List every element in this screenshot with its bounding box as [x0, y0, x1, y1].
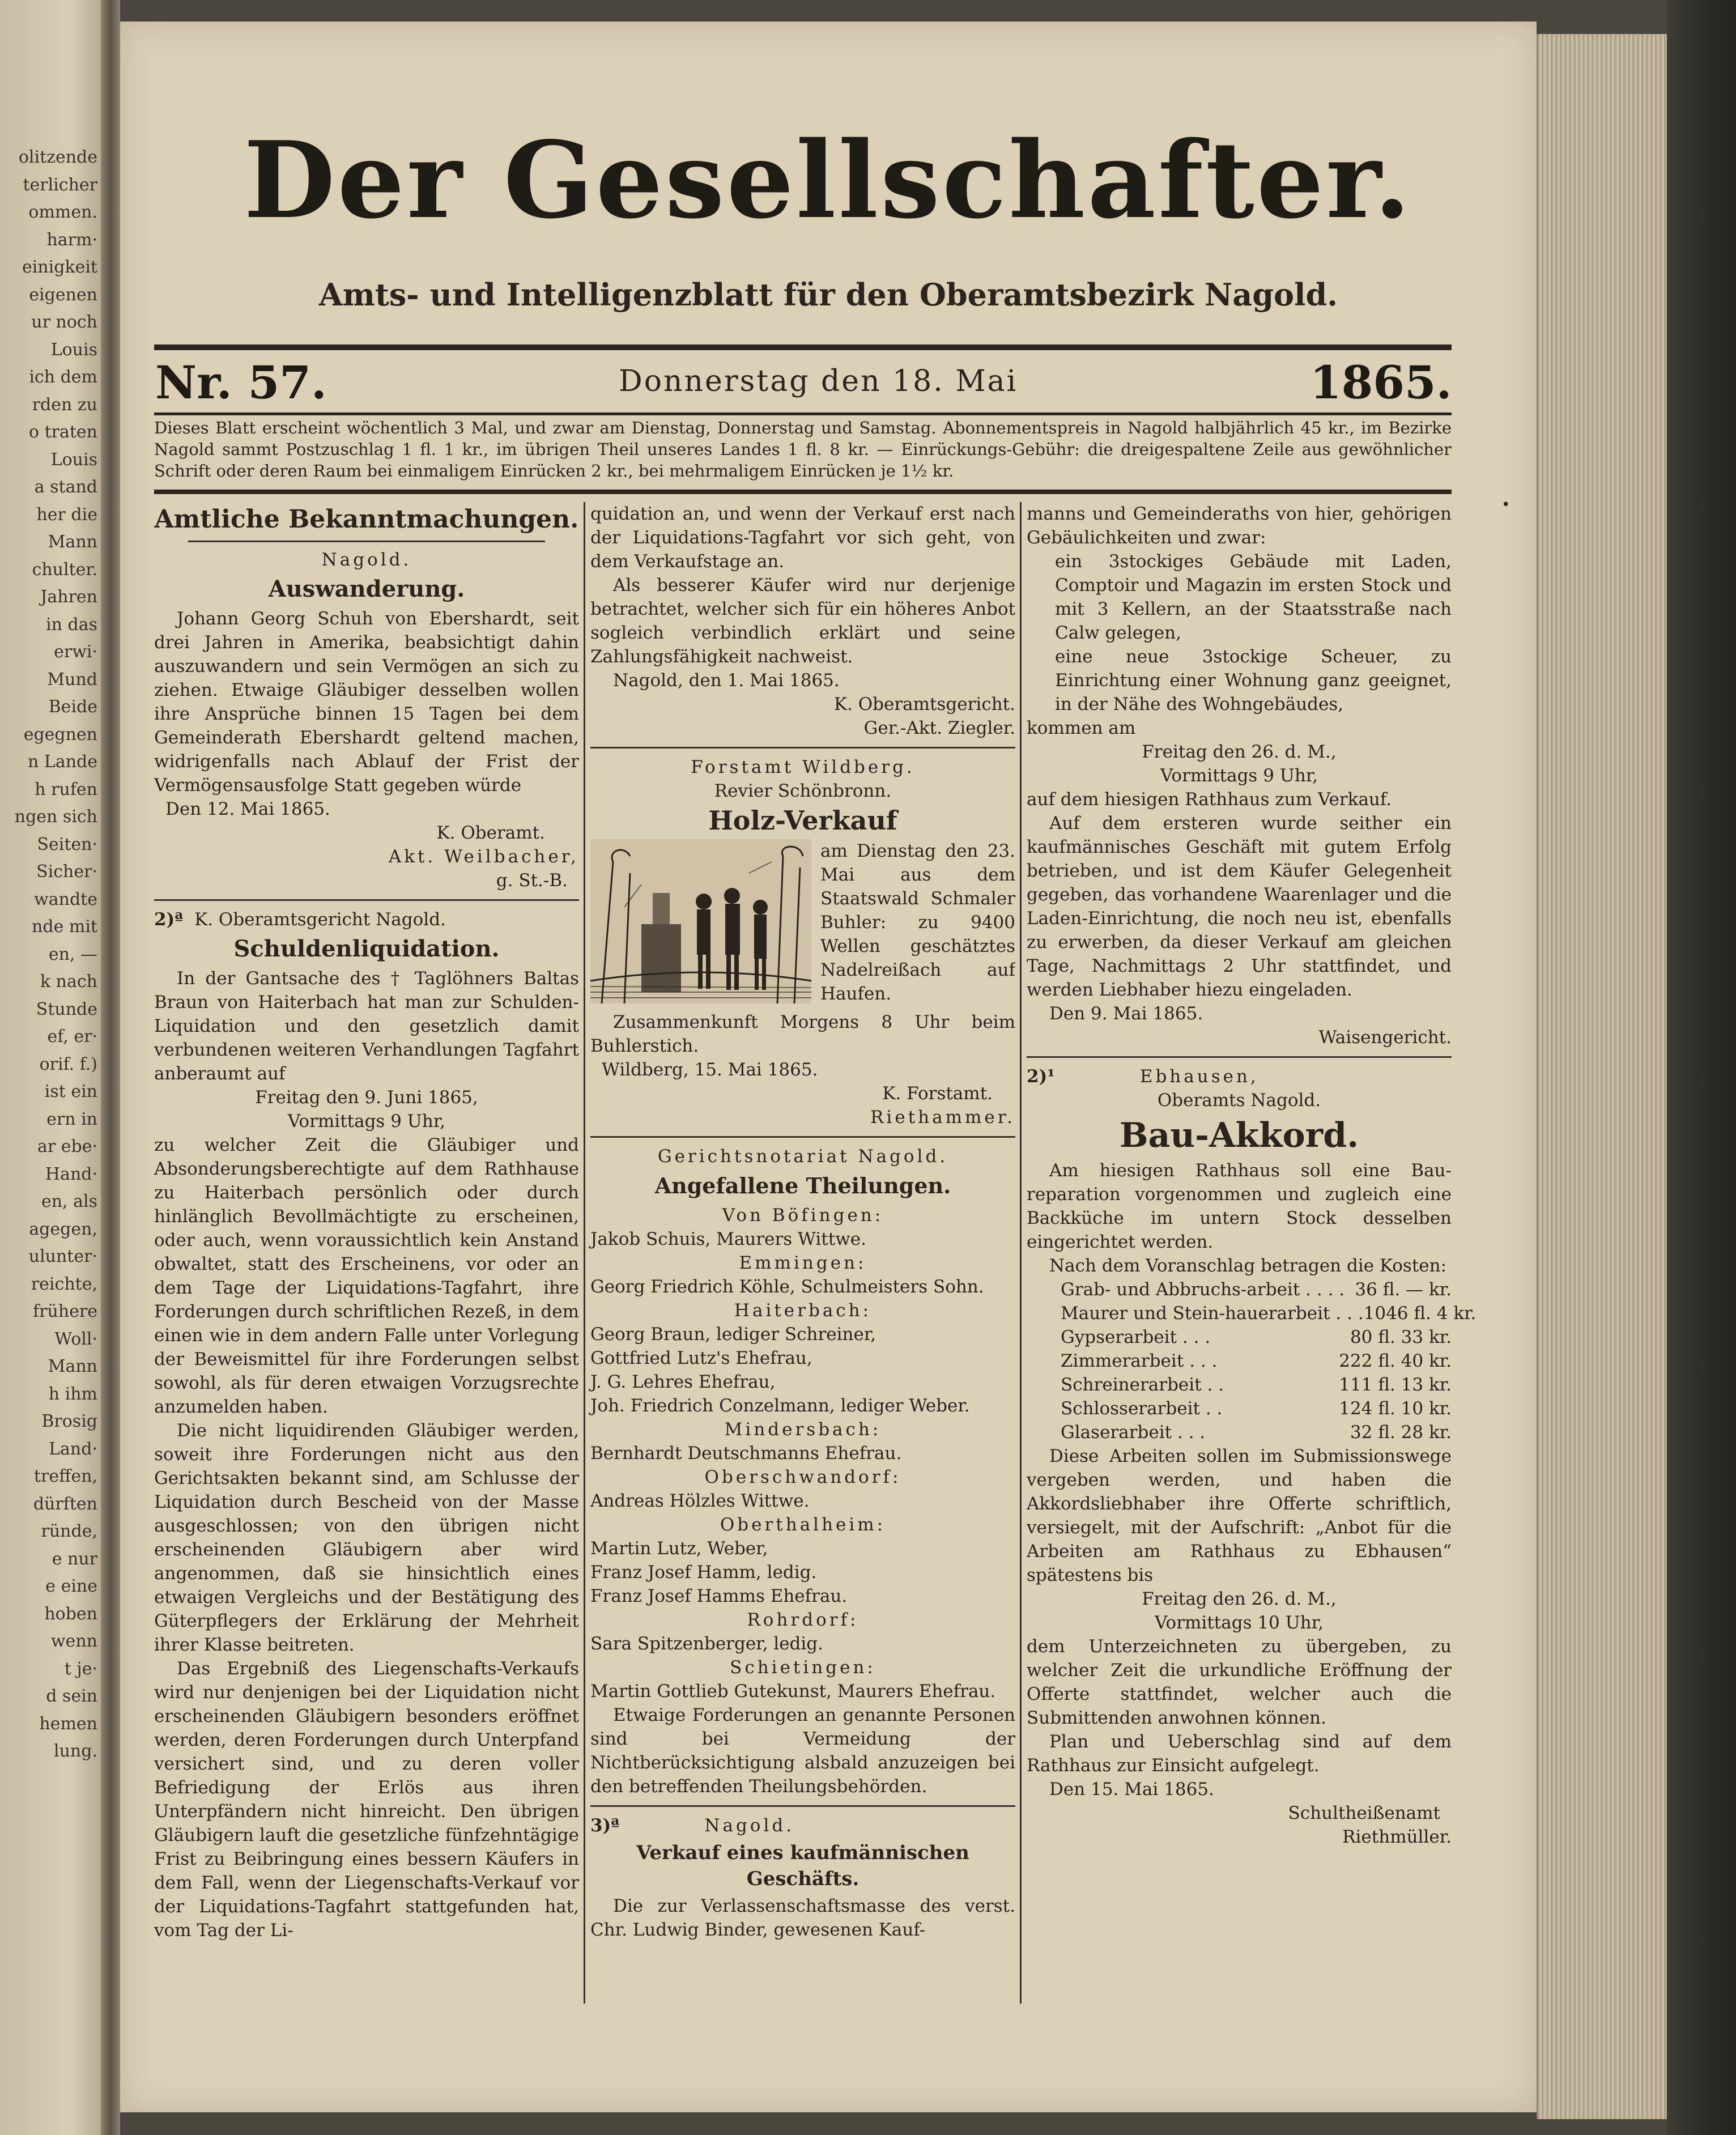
left-page-fragment [0, 0, 101, 2135]
left-page-text-fragment: ich dem [29, 367, 97, 387]
masthead-rule-top [154, 345, 1452, 350]
issue-year: 1865. [1310, 356, 1452, 409]
property-item: ein 3stockiges Gebäude mit Laden, Comptoir und Magazin im ersten Stock und mit 3 Kellern, an der Staatsstraße nach Calw gelegen, [1055, 551, 1452, 643]
notice-text: kommen am [1027, 718, 1136, 738]
masthead-rule-mid [154, 412, 1452, 415]
left-page-text-fragment: ar ebe· [37, 1137, 97, 1156]
corner-mark: • [1501, 496, 1511, 513]
column-rule [584, 502, 585, 2004]
notice-business-sale [590, 1814, 1015, 1942]
left-page-text-fragment: ngen sich [14, 807, 97, 827]
notice-dateline: Den 15. Mai 1865. [1049, 1779, 1214, 1800]
column-rule [1020, 502, 1022, 2004]
notice-construction-contract [1027, 1065, 1477, 1849]
left-page-text-fragment: agegen, [29, 1219, 97, 1239]
left-page-text-fragment: o traten [28, 422, 97, 442]
inheritance-entry: Sara Spitzenberger, ledig. [590, 1634, 824, 1654]
left-page-text-fragment: ulunter· [28, 1247, 97, 1266]
left-page-text-fragment: h rufen [35, 779, 97, 799]
left-page-text-fragment: wandte [34, 889, 97, 909]
notice-authority: Gerichtsnotariat Nagold. [657, 1146, 948, 1167]
inheritance-entry: Martin Gottlieb Gutekunst, Maurers Ehefrau. [590, 1681, 996, 1702]
notice-text: zu welcher Zeit die Gläubiger und Absonderungsberechtigte auf dem Rathhause zu Haiterbach persönlich oder durch hinlänglich Bevollmächtigte zu erscheinen, oder auch, wenn voraussichtlich kein Anstand obwaltet, statt des Erscheinens, vor oder an dem Tage der Liquidations-Tagfahrt, ihre Forderungen durch schriftlichen Rezeß, in dem einen wie in dem andern Falle unter Vorlegung der Beweismittel für ihre Forderungen selbst sowohl, als für deren etwaigen Vorzugsrechte anzumelden haben. [154, 1135, 579, 1417]
inheritance-entry: Joh. Friedrich Conzelmann, lediger Weber. [590, 1396, 970, 1416]
cost-row [1027, 1349, 1452, 1373]
left-page-text-fragment: Beide [48, 697, 97, 717]
cost-amount: 222 fl. 40 kr. [1339, 1351, 1452, 1371]
newspaper-page [120, 22, 1537, 2112]
cost-item: Maurer und Stein-hauerarbeit . . . [1061, 1303, 1364, 1324]
cost-item: Grab- und Abbruchs-arbeit . . . . [1061, 1279, 1345, 1300]
notice-text: Als besserer Käufer wird nur derjenige betrachtet, welcher sich für ein höheres Anbot sogleich verbindlich erklärt und seine Zahlungsfähigkeit nachweist. [590, 575, 1015, 667]
notice-text: am Dienstag den 23. Mai aus dem Staatswald Schmaler Buhler: zu 9400 Wellen geschätztes Nadelreißach auf Haufen. [820, 841, 1015, 1004]
cost-item: Schlosserarbeit . . [1061, 1398, 1223, 1419]
left-page-text-fragment: harm· [46, 229, 97, 250]
notice-mark: 2)¹ [1027, 1066, 1055, 1087]
book-cover [1667, 0, 1736, 2135]
notice-text: Etwaige Forderungen an genannte Personen sind bei Vermeidung der Nichtberücksichtigung alsbald anzuzeigen bei den betreffenden Theilungsbehörden. [590, 1705, 1015, 1797]
cost-row [1027, 1278, 1452, 1302]
inheritance-entry: Andreas Hölzles Wittwe. [590, 1491, 810, 1511]
notice-text: Die nicht liquidirenden Gläubiger werden, soweit ihre Forderungen nicht aus den Gerichtsakten bekannt sind, am Schlusse der Liquidation durch Bescheid von der Masse ausgeschlossen; von den übrigen nicht erscheinenden Gläubigern aber wird angenommen, daß sie hinsichtlich eines etwaigen Vergleichs und der Bestätigung des Güterpflegers der Erklärung der Mehrheit ihrer Klasse beitreten. [154, 1421, 579, 1655]
notice-authority: K. Oberamtsgericht Nagold. [194, 909, 446, 930]
notice-place: Nagold. [704, 1815, 795, 1836]
notice-emigration [154, 548, 579, 892]
cost-table [1027, 1278, 1477, 1444]
left-page-text-fragment: d sein [46, 1686, 97, 1706]
inheritance-entry: J. G. Lehres Ehefrau, [590, 1372, 776, 1392]
woodcut-block [590, 839, 1015, 1007]
notice-place: Ebhausen, [1139, 1066, 1259, 1087]
notice-wood-sale [590, 755, 1015, 1129]
property-item: eine neue 3stockige Scheuer, zu Einrichtung einer Wohnung ganz geeignet, in der Nähe des Wohngebäudes, [1055, 647, 1452, 714]
notice-text: dem Unterzeichneten zu übergeben, zu welcher Zeit die urkundliche Eröffnung der Offerte stattfindet, welcher auch die Submittenden anwohnen können. [1027, 1636, 1452, 1728]
cost-amount: 1046 fl. 4 kr. [1363, 1303, 1477, 1324]
left-page-text-fragment: treffen, [33, 1466, 97, 1486]
left-page-text-fragment: rden zu [32, 394, 97, 415]
cost-row [1027, 1325, 1452, 1349]
left-page-text-fragment: Woll· [54, 1329, 97, 1349]
notice-signature: g. St.-B. [496, 870, 568, 891]
notice-signature: Riethmüller. [1342, 1827, 1452, 1847]
inheritance-entry: Gottfried Lutz's Ehefrau, [590, 1348, 812, 1368]
notice-signature: Ger.-Akt. Ziegler. [863, 718, 1015, 738]
left-page-text-fragment: chulter. [32, 559, 97, 580]
inheritance-entry: Georg Braun, lediger Schreiner, [590, 1324, 876, 1345]
left-page-text-fragment: ründe, [41, 1521, 97, 1541]
inheritance-place: Von Böfingen: [722, 1205, 884, 1226]
cost-row [1027, 1421, 1452, 1444]
left-page-text-fragment: k nach [40, 972, 97, 992]
notice-text: Johann Georg Schuh von Ebershardt, seit drei Jahren in Amerika, beabsichtigt dahin auszuwandern und sein Vermögen an sich zu ziehen. Etwaige Gläubiger desselben wollen ihre Ansprüche binnen 15 Tagen bei dem Gemeinderath Ebershardt geltend machen, widrigenfalls nach Ablauf der Frist der Vermögensausfolge Statt gegeben würde [154, 609, 579, 796]
notice-place: Nagold. [321, 550, 412, 570]
notice-date: Freitag den 9. Juni 1865, [255, 1087, 478, 1108]
inheritance-entry: Franz Josef Hamm, ledig. [590, 1562, 817, 1583]
left-page-text-fragment: ern in [46, 1109, 97, 1129]
page-edges [1537, 34, 1669, 2119]
left-page-text-fragment: hoben [44, 1604, 97, 1624]
cost-row [1027, 1397, 1452, 1421]
notice-signature: Schultheißenamt [1288, 1803, 1440, 1823]
left-page-text-fragment: Sicher· [36, 862, 97, 882]
left-page-text-fragment: h ihm [48, 1384, 97, 1404]
left-page-text-fragment: Louis [50, 339, 97, 360]
notice-heading: Auswanderung. [268, 576, 465, 602]
inheritance-entry: Bernhardt Deutschmanns Ehefrau. [590, 1443, 902, 1464]
left-page-text-fragment: eigenen [29, 284, 97, 305]
notice-heading: Bau-Akkord. [1119, 1116, 1359, 1155]
subscription-terms: Dieses Blatt erscheint wöchentlich 3 Mal, und zwar am Dienstag, Donnerstag und Samstag. Abonnementspreis in Nagold halbjährlich 45 kr., im Bezirke Nagold sammt Postzuschlag 1 fl. 1 kr., im übrigen Theil unseres Landes 1 fl. 8 kr. — Einrückungs-Gebühr: die dreigespaltene Zeile aus gewöhnlicher Schrift oder deren Raum bei einmaligem Einrücken 2 kr., bei mehrmaligem Einrücken je 1½ kr. [154, 418, 1452, 480]
left-page-text-fragment: hemen [39, 1713, 97, 1734]
column-2 [590, 502, 1015, 1942]
notice-dateline: Den 9. Mai 1865. [1049, 1003, 1203, 1024]
notice-time: Vormittags 10 Uhr, [1155, 1613, 1324, 1633]
notice-heading: Holz-Verkauf [708, 805, 897, 836]
notice-business-sale-continued [1027, 502, 1452, 1049]
left-page-text-fragment: terlicher [23, 175, 97, 195]
notice-text: Das Ergebniß des Liegenschafts-Verkaufs wird nur denjenigen bei der Liquidation nicht erscheinenden Gläubigern besonders eröffnet werden, deren Forderungen durch Unterpfand versichert sind, und zu deren voller Befriedigung der Erlös aus ihren Unterpfändern nicht hinreicht. Den übrigen Gläubigern lauft die gesetzliche fünfzehntägige Frist zu Beibringung eines bessern Käufers in dem Fall, wenn der Liegenschafts-Verkauf vor der Liquidations-Tagfahrt stattgefunden hat, vom Tag der Li- [154, 1658, 579, 1941]
divider [590, 747, 1015, 748]
left-page-text-fragment: in das [46, 614, 97, 635]
divider [1027, 1056, 1452, 1058]
cost-amount: 80 fl. 33 kr. [1350, 1327, 1452, 1347]
divider [188, 541, 545, 542]
notice-text: Die zur Verlassenschaftsmasse des verst. Chr. Ludwig Binder, gewesenen Kauf- [590, 1896, 1015, 1940]
notice-signature: K. Oberamt. [436, 823, 545, 843]
notice-text: quidation an, und wenn der Verkauf erst nach der Liquidations-Tagfahrt vor sich geht, von dem Verkaufstage an. [590, 504, 1015, 572]
issue-number: Nr. 57. [155, 356, 327, 409]
notice-text: Diese Arbeiten sollen im Submissionswege vergeben werden, und haben die Akkordsliebhaber ihre Offerte schriftlich, versiegelt, mit der Aufschrift: „Anbot für die Arbeiten am Rathhaus zu Ebhausen“ spätestens bis [1027, 1446, 1452, 1585]
left-page-text-fragment: Stunde [36, 999, 97, 1019]
column-3 [1027, 502, 1477, 1849]
newspaper-title: Der Gesellschafter. [244, 118, 1413, 242]
notice-heading: Verkauf eines kaufmännischen Geschäfts. [636, 1841, 969, 1890]
notice-time: Vormittags 9 Uhr, [287, 1111, 446, 1132]
inheritance-place: Emmingen: [739, 1253, 867, 1273]
left-page-text-fragment: lung. [54, 1741, 97, 1761]
inheritance-place: Schietingen: [730, 1657, 876, 1678]
notice-text: Am hiesigen Rathhaus soll eine Bau-reparation vorgenommen und zugleich eine Backküche im untern Stock desselben eingerichtet werden. [1027, 1160, 1452, 1252]
cost-amount: 111 fl. 13 kr. [1339, 1375, 1452, 1395]
notice-authority: Forstamt Wildberg. [691, 757, 915, 777]
cost-amount: 32 fl. 28 kr. [1350, 1422, 1452, 1443]
notice-signature: K. Oberamtsgericht. [833, 694, 1015, 714]
notice-text: Auf dem ersteren wurde seither ein kaufmännisches Geschäft mit gutem Erfolg betrieben, und ist dem Käufer Gelegenheit gegeben, das vorhandene Waarenlager und die Laden-Einrichtung, die noch neu ist, ebenfalls zu erwerben, da dieser Verkauf am gleichen Tage, Nachmittags 2 Uhr stattfindet, und werden Liebhaber hiezu eingeladen. [1027, 813, 1452, 1000]
inheritance-list [590, 1203, 1015, 1703]
left-page-text-fragment: einigkeit [22, 257, 97, 277]
left-page-text-fragment: egegnen [23, 724, 97, 745]
left-page-text-fragment: en, als [41, 1192, 97, 1211]
notice-dateline: Wildberg, 15. Mai 1865. [602, 1060, 818, 1080]
left-page-text-fragment: n Lande [28, 752, 97, 772]
left-page-text-fragment: Mann [48, 1356, 97, 1376]
inheritance-entry: Jakob Schuis, Maurers Wittwe. [590, 1229, 866, 1249]
notice-time: Vormittags 9 Uhr, [1160, 765, 1318, 786]
left-page-text-fragment: e eine [45, 1576, 97, 1596]
notice-mark: 3)ª [590, 1815, 620, 1836]
section-title: Amtliche Bekanntmachungen. [154, 505, 579, 534]
left-page-text-fragment: en, — [48, 944, 97, 964]
newspaper-subtitle: Amts- und Intelligenzblatt für den Oberamtsbezirk Nagold. [318, 277, 1338, 313]
notice-signature: Akt. Weilbacher, [388, 847, 579, 867]
inheritance-entry: Georg Friedrich Köhle, Schulmeisters Sohn. [590, 1277, 984, 1297]
left-page-text-fragment: dürften [33, 1494, 97, 1514]
notice-signature: Riethammer. [870, 1107, 1015, 1128]
notice-dateline: Den 12. Mai 1865. [165, 799, 330, 819]
woodcut-illustration [590, 839, 811, 1003]
left-page-text-fragment: nde mit [32, 917, 97, 937]
notice-district: Revier Schönbronn. [714, 781, 892, 801]
notice-text: Plan und Ueberschlag sind auf dem Rathhaus zur Einsicht aufgelegt. [1027, 1732, 1452, 1776]
inheritance-place: Oberthalheim: [720, 1515, 886, 1535]
column-1 [154, 502, 579, 1942]
cost-item: Glaserarbeit . . . [1061, 1422, 1206, 1443]
left-page-text-fragment: e nur [52, 1549, 97, 1569]
left-page-text-fragment: erwi· [54, 642, 97, 662]
cost-item: Schreinerarbeit . . [1061, 1375, 1224, 1395]
notice-text: Nach dem Voranschlag betragen die Kosten: [1049, 1256, 1447, 1276]
left-page-text-fragment: wenn [50, 1631, 97, 1651]
issue-date: Donnerstag den 18. Mai [619, 364, 1018, 398]
left-page-text-fragment: Mund [47, 669, 97, 690]
divider [154, 899, 579, 901]
left-page-text-fragment: Hand· [45, 1164, 97, 1184]
left-page-text-fragment: her die [36, 504, 97, 525]
left-page-text-fragment: t je· [64, 1658, 97, 1679]
left-page-text-fragment: a stand [34, 477, 97, 497]
inheritance-entry: Martin Lutz, Weber, [590, 1538, 768, 1559]
inheritance-place: Mindersbach: [724, 1419, 882, 1440]
left-page-text-fragment: ef, er· [47, 1027, 97, 1047]
inheritance-place: Haiterbach: [734, 1300, 872, 1321]
notice-signature: K. Forstamt. [882, 1083, 993, 1104]
notice-debt-liquidation [154, 908, 579, 1942]
cost-item: Zimmerarbeit . . . [1061, 1351, 1218, 1371]
notice-inheritances [590, 1145, 1015, 1798]
notice-mark: 2)ª [154, 909, 184, 930]
notice-text: Zusammenkunft Morgens 8 Uhr beim Buhlerstich. [590, 1012, 1015, 1056]
notice-date: Freitag den 26. d. M., [1142, 742, 1337, 762]
left-page-text-fragment: ur noch [31, 312, 97, 332]
notice-dateline: Nagold, den 1. Mai 1865. [613, 670, 840, 691]
notice-district: Oberamts Nagold. [1157, 1090, 1321, 1111]
notice-text: In der Gantsache des † Taglöhners Baltas Braun von Haiterbach hat man zur Schulden-Liquidation und den gesetzlich damit verbundenen weiteren Verhandlungen Tagfahrt anberaumt auf [154, 968, 579, 1084]
notice-continuation [590, 502, 1015, 740]
notice-heading: Angefallene Theilungen. [654, 1173, 951, 1198]
cost-amount: 36 fl. — kr. [1355, 1279, 1452, 1300]
divider [590, 1805, 1015, 1807]
notice-text: manns und Gemeinderaths von hier, gehörigen Gebäulichkeiten und zwar: [1027, 504, 1452, 548]
left-page-text-fragment: olitzende [18, 147, 97, 167]
left-page-text-fragment: orif. f.) [39, 1054, 97, 1074]
notice-heading: Schuldenliquidation. [233, 935, 500, 962]
left-page-text-fragment: reichte, [31, 1274, 97, 1294]
cost-row [1027, 1373, 1452, 1397]
notice-date: Freitag den 26. d. M., [1142, 1589, 1337, 1609]
left-page-text-fragment: ommen. [28, 202, 97, 222]
divider [590, 1136, 1015, 1138]
cost-row [1027, 1302, 1477, 1325]
notice-signature: Waisengericht. [1318, 1027, 1452, 1048]
left-page-text-fragment: ist ein [44, 1082, 97, 1101]
inheritance-entry: Franz Josef Hamms Ehefrau. [590, 1586, 848, 1606]
left-page-text-fragment: Brosig [41, 1411, 97, 1431]
left-page-text-fragment: Mann [48, 532, 97, 552]
left-page-text-fragment: Seiten· [37, 834, 97, 854]
left-page-text-fragment: frühere [33, 1302, 97, 1321]
cost-amount: 124 fl. 10 kr. [1339, 1398, 1452, 1419]
inheritance-place: Oberschwandorf: [704, 1467, 901, 1487]
left-page-text-fragment: Jahren [40, 587, 97, 607]
cost-item: Gypserarbeit . . . [1061, 1327, 1211, 1347]
notice-text: auf dem hiesigen Rathhaus zum Verkauf. [1027, 789, 1392, 810]
inheritance-place: Rohrdorf: [747, 1610, 859, 1630]
left-page-text-fragment: Louis [50, 449, 97, 470]
masthead-rule-bottom [154, 490, 1452, 494]
left-page-text-fragment: Land· [49, 1439, 97, 1459]
book-gutter [101, 0, 120, 2135]
